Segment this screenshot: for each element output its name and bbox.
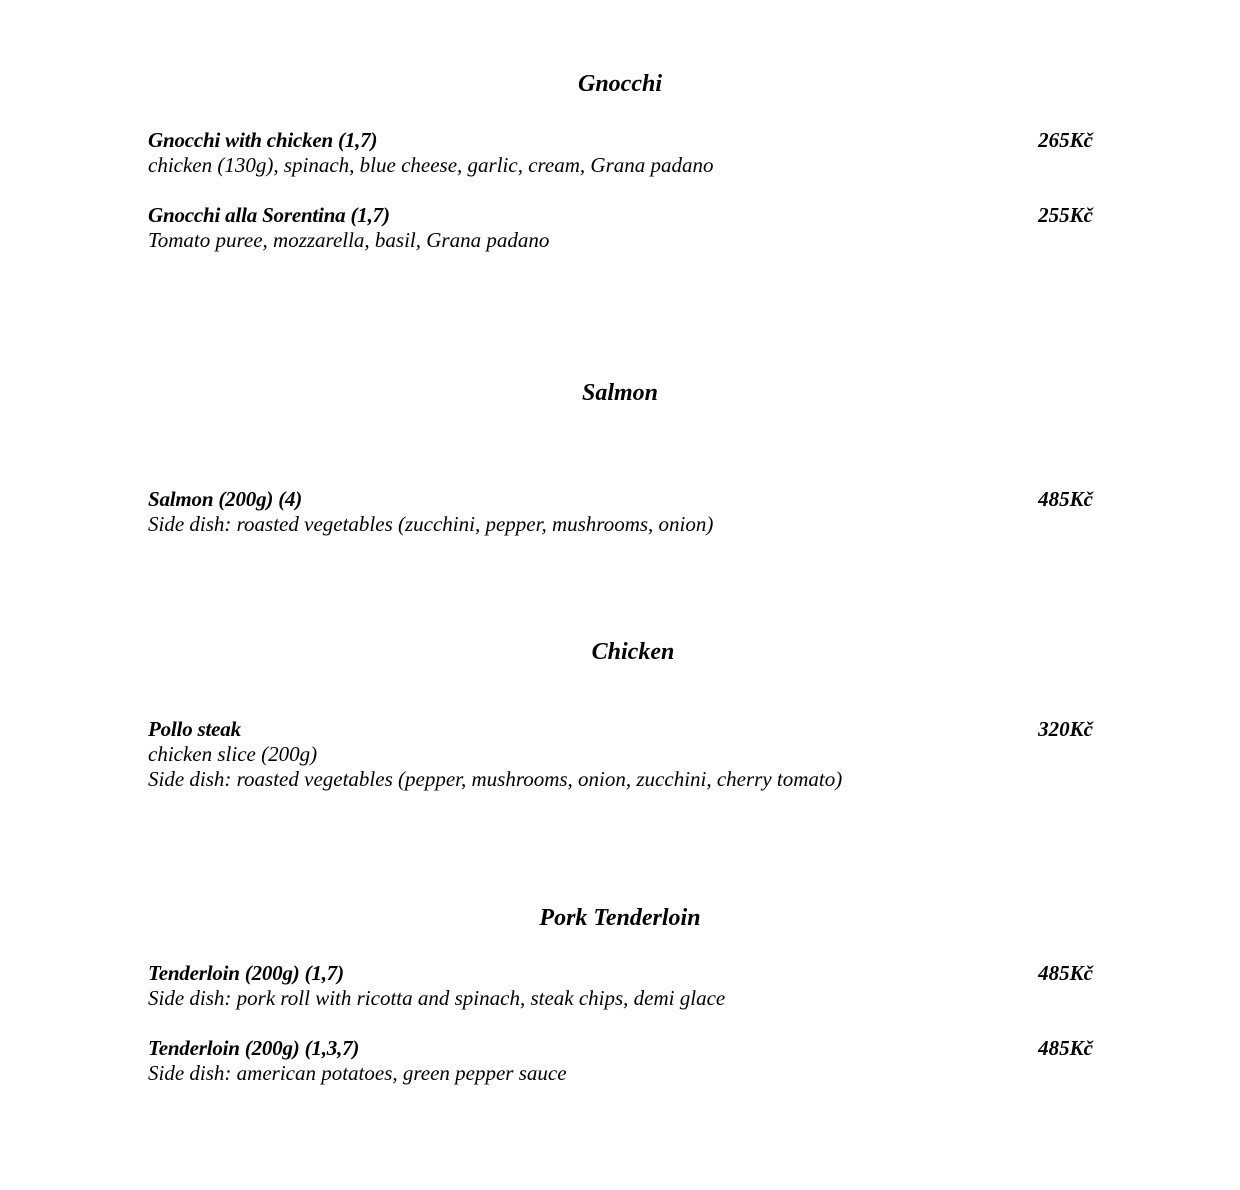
item-description: chicken slice (200g)	[148, 742, 318, 766]
item-name: Tenderloin (200g) (1,7)	[148, 961, 344, 985]
item-description: chicken (130g), spinach, blue cheese, garlic, cream, Grana padano	[148, 153, 714, 177]
item-name: Gnocchi with chicken (1,7)	[148, 128, 378, 152]
item-description: Tomato puree, mozzarella, basil, Grana padano	[148, 228, 550, 252]
menu-item-gnocchi-with-chicken	[148, 127, 1093, 178]
item-description: Side dish: roasted vegetables (zucchini, pepper, mushrooms, onion)	[148, 512, 714, 536]
item-price: 265Kč	[1038, 128, 1093, 152]
menu-item-tenderloin-2	[148, 1035, 1093, 1086]
section-title-salmon: Salmon	[581, 380, 659, 406]
item-name: Gnocchi alla Sorentina (1,7)	[148, 203, 390, 227]
item-description: Side dish: american potatoes, green pepper sauce	[148, 1061, 567, 1085]
section-title-gnocchi: Gnocchi	[578, 71, 662, 97]
menu-item-salmon	[148, 486, 1093, 537]
item-price: 255Kč	[1038, 203, 1093, 227]
item-price: 485Kč	[1038, 487, 1093, 511]
item-name: Tenderloin (200g) (1,3,7)	[148, 1036, 360, 1060]
item-price: 320Kč	[1038, 717, 1093, 741]
section-title-pork-tenderloin: Pork Tenderloin	[539, 905, 701, 931]
menu-item-pollo-steak	[148, 716, 1093, 792]
item-price: 485Kč	[1038, 1036, 1093, 1060]
item-name: Pollo steak	[148, 717, 241, 741]
section-title-chicken: Chicken	[591, 639, 675, 665]
item-side-dish: Side dish: roasted vegetables (pepper, mushrooms, onion, zucchini, cherry tomato)	[148, 767, 843, 791]
menu-item-tenderloin-1	[148, 960, 1093, 1011]
item-price: 485Kč	[1038, 961, 1093, 985]
item-name: Salmon (200g) (4)	[148, 487, 303, 511]
menu-item-gnocchi-alla-sorentina	[148, 202, 1093, 253]
item-description: Side dish: pork roll with ricotta and spinach, steak chips, demi glace	[148, 986, 726, 1010]
